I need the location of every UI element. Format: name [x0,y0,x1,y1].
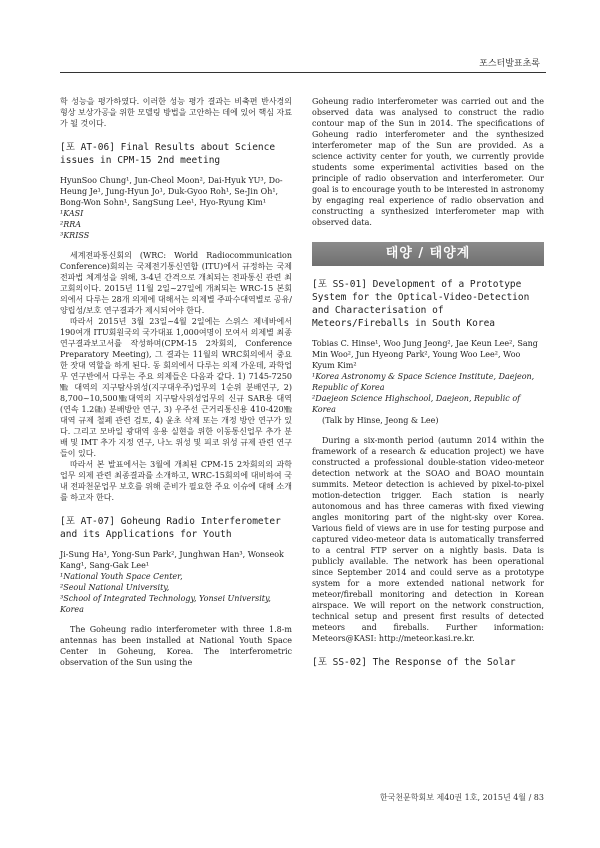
continued-paragraph: Goheung radio interferometer was carried out and the observed data was analysed to construct the radio contour map of the Sun in 2014. The specifications of Goheung radio interferometer and the synthesized interferometer map of the Sun are provided. As a science activity center for youth, we currently provide students some experimental activities based on the principle of radio observation and interferometer. Our goal is to encourage youth to be interested in astronomy by engaging real experience of radio observation and constructing a synthesized interferometer map with observed data. [312,97,544,227]
authors-at06: HyunSoo Chung¹, Jun-Cheol Moon², Dai-Hyuk YU³, Do-Heung Je¹, Jung-Hyun Jo¹, Duk-Gyoo Roh¹, Se-Jin Oh¹, Bong-Won Sohn¹, SangSung Lee¹, Hyo-Ryung Kim¹ [60,176,283,207]
affiliation-3: ³School of Integrated Technology, Yonsei University, Korea [60,594,271,614]
abstract-title-at06: [포 AT-06] Final Results about Science issues in CPM-15 2nd meeting [60,142,276,166]
affiliation-2: ²Daejeon Science Highschool, Daejeon, Republic of Korea [312,394,521,414]
abstract-title-ss01: [포 SS-01] Development of a Prototype System for the Optical-Video-Detection and Characterisation of Meteors/Fireballs in South Korea [312,279,530,329]
abstract-paragraph: 따라서 2015년 3월 23일~4월 2일에는 스위스 제네바에서 190여개 ITU회원국의 국가대표 1,000여명이 모여서 의제별 최종연구결과보고서를 작성하며(CPM-15 2차회의, Conference Preparatory Meeting), 그 결과는 11월의 WRC회의에서 중요한 잣대 역할을 하게 된다. 동 회의에서 다루는 의제 가운데, 과학업무 연구반에서 다루는 주요 의제들은 다음과 같다. 1) 7145-7250 ㎒ 대역의 지구탐사위성(지구대우주)업무의 1순위 분배연구, 2) 8,700~10,500㎒대역의 지구탐사위성업무의 신규 SAR용 대역(연속 1.2㎓) 분배방안 연구, 3) 우주선 근거리통신용 410-420㎒ 대역 규제 철폐 관련 검토, 4) 윤초 삭제 또는 개정 방안 연구가 있다. 그리고 모바일 광대역 응용 실현을 위한 이동통신업무 추가 분배 및 IMT 추가 지정 연구, 나노 위성 및 피코 위성 규제 관련 연구들이 있다. [60,317,292,458]
authors-at07: Ji-Sung Ha¹, Yong-Sun Park², Junghwan Han³, Wonseok Kang¹, Sang-Gak Lee¹ [60,550,284,570]
affiliation-1: ¹Korea Astronomy & Space Science Institute, Daejeon, Republic of Korea [312,372,535,392]
right-column [312,96,544,677]
affiliation-1: ¹KASI [60,209,84,218]
authors-ss01: Tobias C. Hinse¹, Woo Jung Jeong², Jae Keun Lee², Sang Min Woo², Jun Hyeong Park², Young Woo Lee², Woo Kyum Kim² [312,339,538,370]
abstract-title-at07: [포 AT-07] Goheung Radio Interferometer and its Applications for Youth [60,516,281,540]
affiliation-2: ²Seoul National University, [60,583,170,592]
talk-note: (Talk by Hinse, Jeong & Lee) [322,416,439,425]
abstract-title-ss02: [포 SS-02] The Response of the Solar [312,657,516,668]
header-title: 포스터발표초록 [479,59,540,69]
page-footer: 한국천문학회보 제40권 1호, 2015년 4월 / 83 [379,793,544,802]
abstract-paragraph: 세계전파통신회의 (WRC: World Radiocommunication Conference)회의는 국제전기통신연합 (ITU)에서 규정하는 국제 전파법 체계성을 위해, 3-4년 간격으로 개최되는 전파통신 관련 최고회의이다. 2015년 11월 2일~27일에 개최되는 WRC-15 본회의에서 다루는 28개 의제에 대해서는 의제별 주파수대역별로 공유/양립성/보호 연구결과가 제시되어야 한다. [60,251,292,315]
left-column [60,96,292,668]
abstract-paragraph: 따라서 본 발표에서는 3월에 개최된 CPM-15 2차회의의 과학업무 의제 관련 최종결과를 소개하고, WRC-15회의에 대비하여 국내 전파천문업무 보호를 위해 준비가 필요한 주요 이슈에 대해 소개를 하고자 한다. [60,460,292,502]
affiliation-3: ³KRISS [60,231,90,240]
running-header [60,56,540,70]
section-band: 태양 / 태양계 [312,242,544,266]
header-rule [60,72,546,73]
continued-paragraph: 학 성능을 평가하였다. 이러한 성능 평가 결과는 비축편 반사경의 형상 보상가공을 위한 모델링 방법을 고안하는 데에 있어 핵심 자료가 될 것이다. [60,97,292,128]
affiliation-2: ²RRA [60,220,82,229]
abstract-paragraph: The Goheung radio interferometer with three 1.8-m antennas has been installed at National Youth Space Center in Goheung, Korea. The interferometric observation of the Sun using the [60,625,292,667]
affiliation-1: ¹National Youth Space Center, [60,572,183,581]
abstract-paragraph: During a six-month period (autumn 2014 within the framework of a research & education project) we have constructed a professional double-station video-meteor detection network at the SOAO and BOAO mountain summits. Meteor detection is achieved by pixel-to-pixel motion-detection trigger. Each station is nearly autonomous and has three cameras with fixed viewing angles monitoring part of the night-sky over Korea. Various field of views are in use for testing purpose and captured video-meteor data is automatically transferred to a central FTP server on a nightly basis. Data is publicly available. The network has been operational since September 2014 and could serve as a prototype system for a more extended national network for meteor/fireball monitoring and detection in Korean airspace. We will report on the network construction, technical setup and present first results of detected meteors and fireballs. Further information: Meteors@KASI: http://meteor.kasi.re.kr. [312,436,544,643]
